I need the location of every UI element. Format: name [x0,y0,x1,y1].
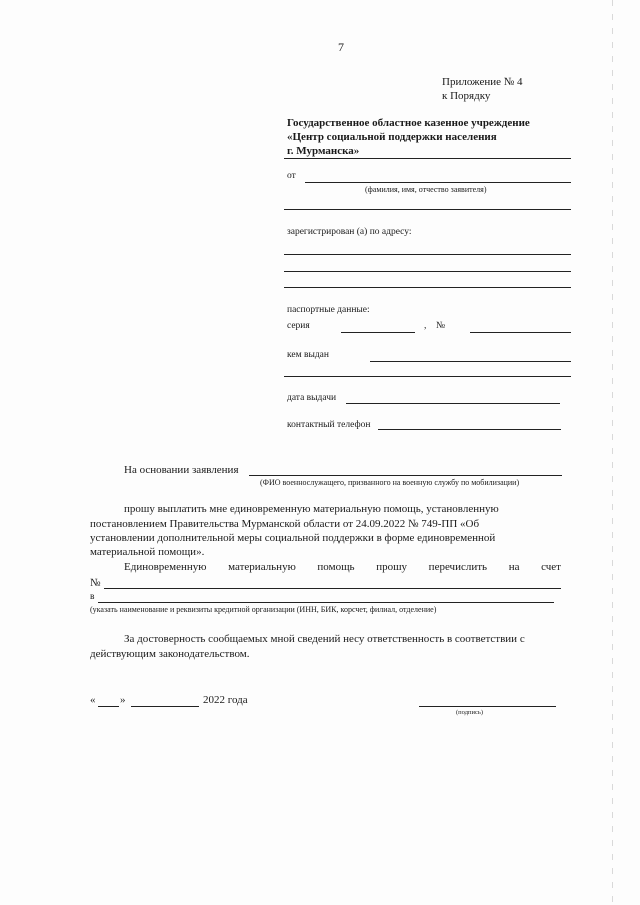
request-line-4: материальной помощи». [90,546,205,558]
serviceman-fio-field[interactable] [249,475,562,476]
phone-field[interactable] [378,429,561,430]
from-label: от [287,171,296,181]
date-quote-open: « [90,694,96,706]
scan-edge-artifact [612,0,613,905]
series-field[interactable] [341,332,415,333]
account-number-field[interactable] [104,588,561,589]
signature-caption: (подпись) [456,709,483,716]
address-field-2[interactable] [284,271,571,272]
bank-details-field[interactable] [98,602,554,603]
applicant-fio-field-2[interactable] [284,209,571,210]
page-number: 7 [338,40,344,54]
appendix-title: Приложение № 4 [442,76,523,88]
signature-field[interactable] [419,706,556,707]
series-label: серия [287,321,310,331]
issued-by-field-2[interactable] [284,376,571,377]
issued-by-label: кем выдан [287,350,329,360]
registered-address-label: зарегистрирован (а) по адресу: [287,227,412,237]
basis-label: На основании заявления [124,464,239,476]
request-line-2: постановлением Правительства Мурманской области от 24.09.2022 № 749-ПП «Об [90,518,480,530]
bank-caption: (указать наименование и реквизиты кредитной организации (ИНН, БИК, корсчет, филиал, отделение) [90,605,437,614]
passport-label: паспортные данные: [287,305,370,315]
date-day-field[interactable] [98,706,119,707]
responsibility-line-1: За достоверность сообщаемых мной сведений несу ответственность в соответствии с [124,633,525,645]
institution-line-3: г. Мурманска» [287,145,360,157]
appendix-subtitle: к Порядку [442,90,491,102]
institution-line-1: Государственное областное казенное учреждение [287,117,530,129]
date-year-text: 2022 года [203,694,248,706]
issue-date-field[interactable] [346,403,560,404]
applicant-fio-field[interactable] [305,182,571,183]
institution-underline [284,158,571,159]
address-field-3[interactable] [284,287,571,288]
request-line-3: установлении дополнительной меры социальной поддержки в форме единовременной [90,532,496,544]
applicant-fio-caption: (фамилия, имя, отчество заявителя) [365,185,487,194]
passport-number-label: № [436,321,446,331]
account-number-sign: № [90,577,101,589]
date-month-field[interactable] [131,706,199,707]
date-quote-close: » [120,694,126,706]
issue-date-label: дата выдачи [287,393,337,403]
institution-line-2: «Центр социальной поддержки населения [287,131,497,143]
phone-label: контактный телефон [287,420,371,430]
bank-in-label: в [90,592,95,602]
request-line-1: прошу выплатить мне единовременную материальную помощь, установленную [124,503,499,515]
passport-number-field[interactable] [470,332,571,333]
responsibility-line-2: действующим законодательством. [90,648,250,660]
series-comma: , [424,321,427,331]
issued-by-field[interactable] [370,361,571,362]
serviceman-fio-caption: (ФИО военнослужащего, призванного на военную службу по мобилизации) [260,478,520,487]
address-field-1[interactable] [284,254,571,255]
transfer-line: Единовременную материальную помощь прошу перечислить на счет [124,561,561,573]
